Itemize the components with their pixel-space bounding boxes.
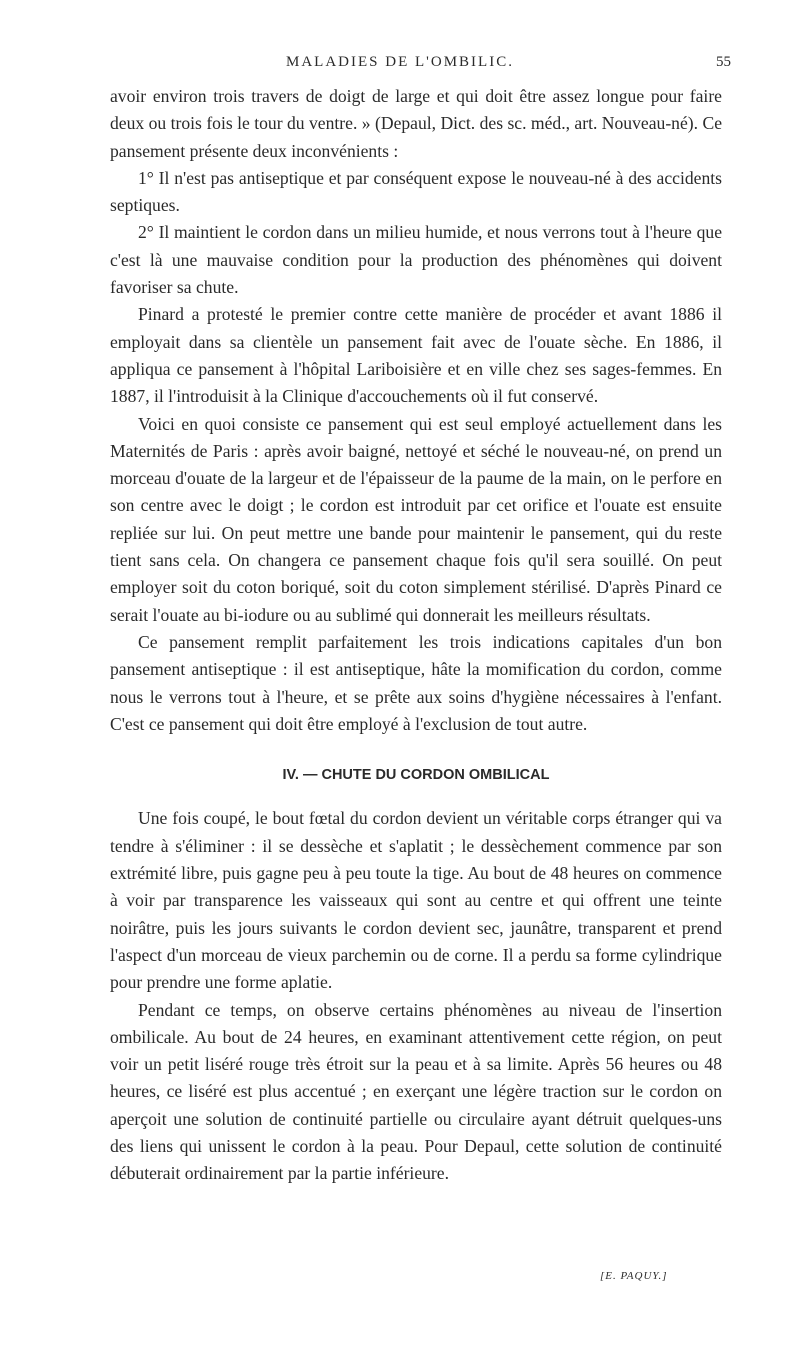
paragraph-6: Ce pansement remplit parfaitement les trois indications capitales d'un bon pansement antiseptique : il est antiseptique, hâte la momification du cordon, comme nous le verrons tout à l'heure, et se prête aux soins d'hygiène nécessaires à l'enfant. C'est ce pansement qui doit être employé à l'exclusion de tout autre.: [110, 631, 722, 734]
paragraph-3: 2° Il maintient le cordon dans un milieu humide, et nous verrons tout à l'heure que c'est là une mauvaise condition pour la production des phénomènes qui doivent favoriser sa chute.: [110, 222, 722, 298]
paragraph-7: Une fois coupé, le bout fœtal du cordon devient un véritable corps étranger qui va tendre à s'éliminer : il se dessèche et s'aplatit ; le dessèchement commence par son extrémité libre, puis gagne peu à peu toute la tige. Au bout de 48 heures on commence à voir par transparence les vaisseaux qui sont au centre et qui offrent une teinte noirâtre, puis les jours suivants le cordon devient sec, jaunâtre, transparent et prend l'aspect d'un morceau de vieux parchemin ou de corne. Il a perdu sa forme cylindrique pour prendre une forme aplatie.: [110, 808, 722, 993]
paragraph-4: Pinard a protesté le premier contre cette manière de procéder et avant 1886 il employait dans sa clientèle un pansement fait avec de l'ouate sèche. En 1886, il appliqua ce pansement à l'hôpital Lariboisière et en ville chez ses sages-femmes. En 1887, il l'introduisit à la Clinique d'accouchements où il fut conservé.: [110, 304, 722, 407]
body-text: [110, 83, 722, 1188]
paragraph-1: avoir environ trois travers de doigt de large et qui doit être assez longue pour faire deux ou trois fois le tour du ventre. » (Depaul, Dict. des sc. méd., art. Nouveau-né). Ce pansement présente deux inconvénients :: [110, 86, 722, 161]
running-head: MALADIES DE L'OMBILIC.: [286, 54, 514, 70]
paragraph-8: Pendant ce temps, on observe certains phénomènes au niveau de l'insertion ombilicale. Au bout de 24 heures, en examinant attentivement cette région, on peut voir un petit liséré rouge très étroit sur la peau et à sa limite. Après 56 heures ou 48 heures, ce liséré est plus accentué ; en exerçant une légère traction sur le cordon on aperçoit une solution de continuité partielle ou circulaire ayant détruit quelques-uns des liens qui unissent le cordon à la peau. Pour Depaul, cette solution de continuité débuterait ordinairement par la partie inférieure.: [110, 999, 722, 1184]
printer-mark: [E. PAQUY.]: [600, 1270, 668, 1282]
paragraph-5: Voici en quoi consiste ce pansement qui est seul employé actuellement dans les Maternités de Paris : après avoir baigné, nettoyé et séché le nouveau-né, on prend un morceau d'ouate de la largeur et de l'épaisseur de la paume de la main, on le perfore en son centre avec le doigt ; le cordon est introduit par cet orifice et l'ouate est ensuite repliée sur lui. On peut mettre une bande pour maintenir le pansement, qui du reste tient sans cela. On changera ce pansement chaque fois qu'il sera souillé. On peut employer soit du coton boriqué, soit du coton simplement stérilisé. D'après Pinard ce serait l'ouate au bi-iodure ou au sublimé qui donnerait les meilleurs résultats.: [110, 413, 722, 625]
paragraph-2: 1° Il n'est pas antiseptique et par conséquent expose le nouveau-né à des accidents septiques.: [110, 167, 722, 216]
page-number: 55: [716, 54, 731, 70]
section-heading: IV. — CHUTE DU CORDON OMBILICAL: [282, 767, 550, 784]
